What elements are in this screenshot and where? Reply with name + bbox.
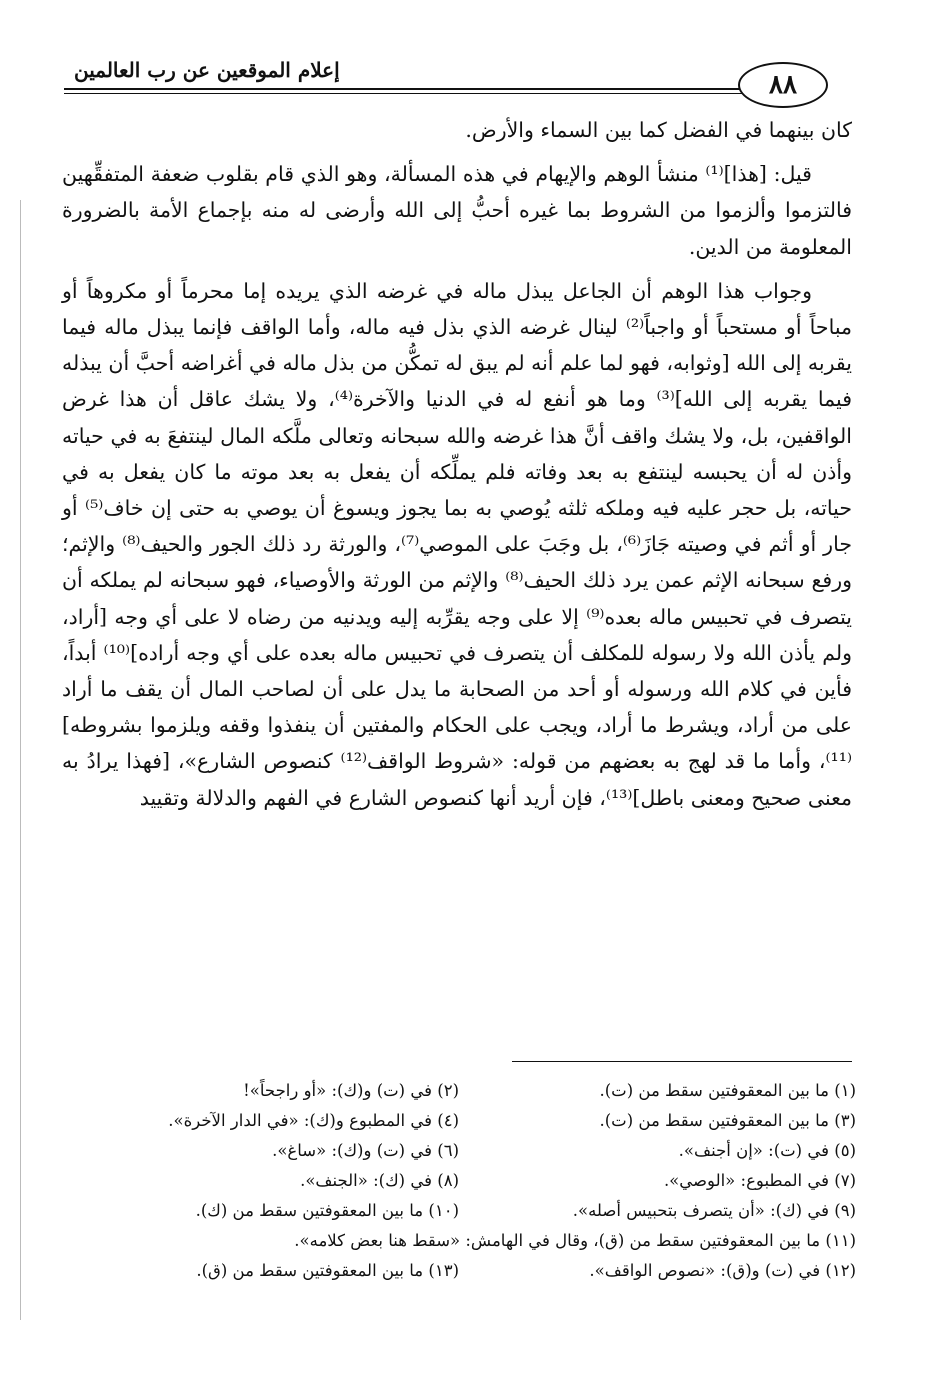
footnote-10: (١٠) ما بين المعقوفتين سقط من (ك). (195, 1201, 459, 1220)
footnote-7: (٧) في المطبوع: «الوصي». (663, 1171, 856, 1190)
footnote-2: (٢) في (ت) و(ك): «أو راجحاً»! (243, 1081, 459, 1100)
footnote-3: (٣) ما بين المعقوفتين سقط من (ت). (599, 1111, 856, 1130)
footnote-row (62, 1076, 856, 1106)
footnote-1: (١) ما بين المعقوفتين سقط من (ت). (599, 1081, 856, 1100)
page-number-badge: ٨٨ (738, 62, 828, 108)
footnote-separator (512, 1061, 852, 1062)
footnote-row (62, 1256, 856, 1286)
footnote-row (62, 1196, 856, 1226)
main-text (62, 112, 852, 824)
paragraph-1: كان بينهما في الفضل كما بين السماء والأرض. (465, 118, 852, 142)
footnote-13: (١٣) ما بين المعقوفتين سقط من (ق). (196, 1261, 459, 1280)
footnote-row (62, 1136, 856, 1166)
footnote-row (62, 1166, 856, 1196)
footnote-4: (٤) في المطبوع و(ك): «في الدار الآخرة». (168, 1111, 459, 1130)
running-header-title: إعلام الموقعين عن رب العالمين (74, 58, 340, 82)
footnote-12: (١٢) في (ت) و(ق): «نصوص الواقف». (589, 1261, 856, 1280)
page-margin-line (20, 200, 21, 1320)
header-rule (64, 88, 744, 94)
footnote-5: (٥) في (ت): «إن أجنف». (678, 1141, 856, 1160)
footnotes (62, 1076, 856, 1286)
footnote-8: (٨) في (ك): «الجنف». (300, 1171, 459, 1190)
footnote-row (62, 1106, 856, 1136)
paragraph-3: وجواب هذا الوهم أن الجاعل يبذل ماله في غرضه الذي يريده إما محرماً أو مكروهاً أو مباحاً أو مستحباً أو واجباً⁽²⁾ لينال غرضه الذي بذل فيه ماله، وأما الواقف فإنما يبذل ماله فيما يقربه إلى الله [وثوابه، فهو لما علم أنه لم يبق له تمكُّن من بذل ماله في أغراضه أحبَّ أن يبذله فيما يقربه إلى الله]⁽³⁾ وما هو أنفع له في الدنيا والآخرة⁽⁴⁾، ولا يشك عاقل أن هذا غرض الواقفين، بل، ولا يشك واقف أنَّ هذا غرضه والله سبحانه وتعالى ملَّكه المال لينتفعَ به في حياته وأذن له أن يحبسه لينتفع به بعد وفاته فلم يملِّكه أن يفعل به بعد موته ما كان يفعل به في حياته، بل حجر عليه فيه وملكه ثلثه يُوصي به بما يجوز ويسوغ أن يوصي به حتى إن خاف⁽⁵⁾ أو جار أو أثم في وصيته جَازَ⁽⁶⁾، بل وجَبَ على الموصي⁽⁷⁾، والورثة رد ذلك الجور والحيف⁽⁸⁾ والإثم؛ ورفع سبحانه الإثم عمن يرد ذلك الحيف⁽⁸⁾ والإثم من الورثة والأوصياء، فهو سبحانه لم يملكه أن يتصرف في تحبيس ماله بعده⁽⁹⁾ إلا على وجه يقرِّبه إليه ويدنيه من رضاه لا على أي وجه [أراد، ولم يأذن الله ولا رسوله للمكلف أن يتصرف في تحبيس ماله بعده على أي وجه أراده]⁽¹⁰⁾ أبداً، فأين في كلام الله ورسوله أو أحد من الصحابة ما يدل على أن لصاحب المال أن يقف ما أراد على من أراد، ويشرط ما أراد، ويجب على الحكام والمفتين أن ينفذوا وقفه ويلزموا بشروطه]⁽¹¹⁾، وأما ما قد لهج به بعضهم من قوله: «شروط الواقف⁽¹²⁾ كنصوص الشارع»، [فهذا يرادُ به معنى صحيح ومعنى باطل]⁽¹³⁾، فإن أريد أنها كنصوص الشارع في الفهم والدلالة وتقييد (62, 278, 853, 810)
footnote-11: (١١) ما بين المعقوفتين سقط من (ق)، وقال في الهامش: «سقط هنا بعض كلامه». (294, 1231, 856, 1250)
footnote-6: (٦) في (ت) و(ك): «ساغ». (272, 1141, 459, 1160)
footnote-9: (٩) في (ك): «أن يتصرف بتحبيس أصله». (572, 1201, 856, 1220)
paragraph-2: قيل: [هذا]⁽¹⁾ منشأ الوهم والإيهام في هذه المسألة، وهو الذي قام بقلوب ضعفة المتفقِّهين فالتزموا وألزموا من الشروط بما غيره أحبُّ إلى الله وأرضى له منه بإجماع الأمة بالضرورة المعلومة من الدين. (62, 162, 852, 259)
